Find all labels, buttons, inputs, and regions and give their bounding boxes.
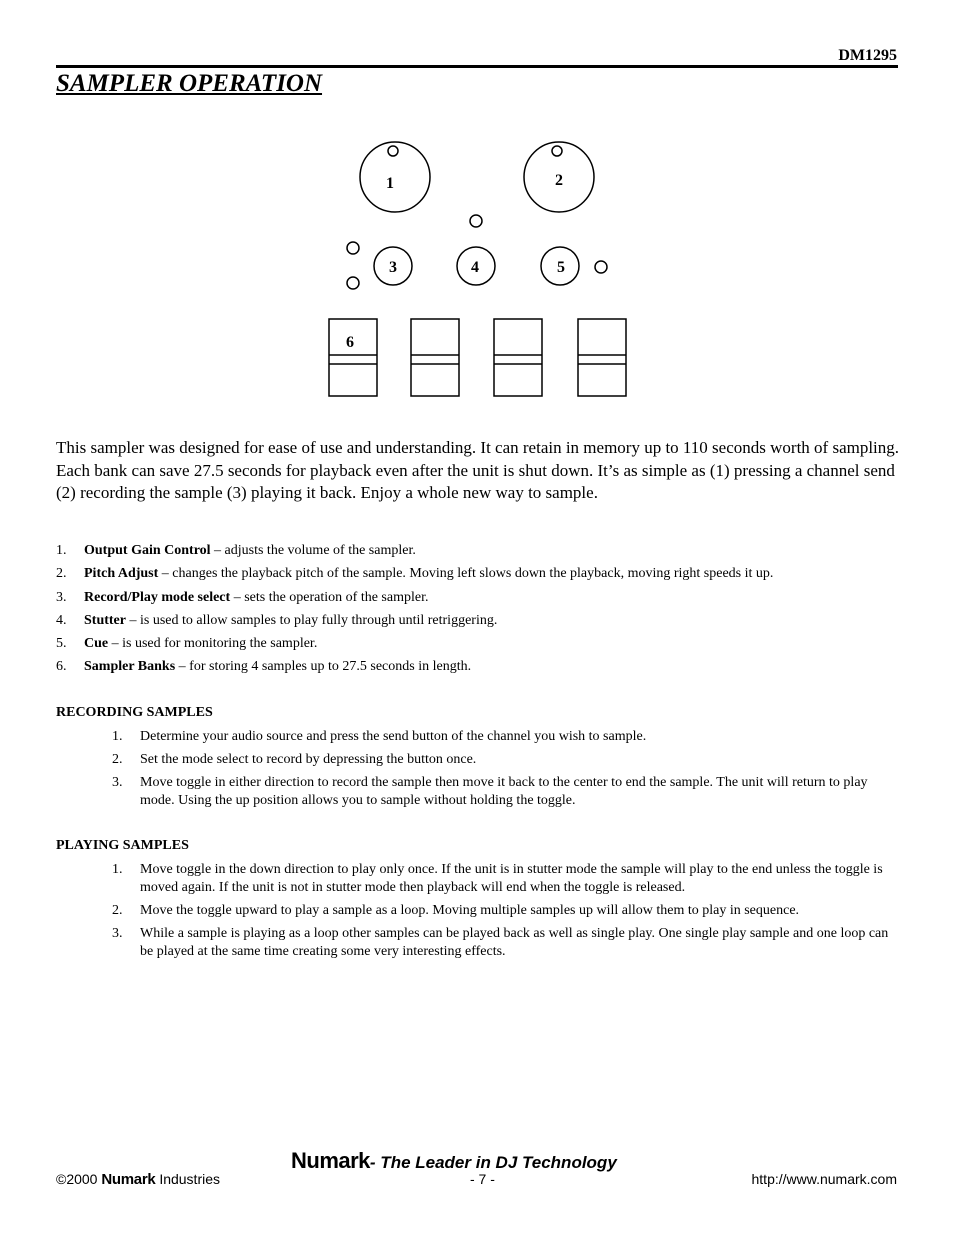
feature-desc: – is used for monitoring the sampler. [108, 636, 318, 652]
left-led-bottom [347, 277, 359, 289]
pitch-adjust-indicator [552, 146, 562, 156]
label-1: 1 [386, 175, 394, 192]
feature-desc: – sets the operation of the sampler. [230, 589, 429, 605]
footer-copyright: ©2000 Numark Industries [56, 1171, 221, 1188]
feature-desc: – for storing 4 samples up to 27.5 seconds in length. [175, 659, 472, 675]
list-item: 3. Record/Play mode select – sets the operation of the sampler. [56, 589, 429, 605]
feature-desc: – is used to allow samples to play fully through until retriggering. [126, 612, 498, 628]
feature-term: Stutter [84, 612, 126, 628]
label-2: 2 [555, 172, 563, 189]
list-item: 1. Determine your audio source and press the send button of the channel you wish to sample. [112, 729, 647, 744]
feature-term: Cue [84, 636, 109, 652]
list-item: 5. Cue – is used for monitoring the sampler. [56, 636, 318, 652]
footer-url: http://www.numark.com [751, 1171, 897, 1187]
left-led-top [347, 242, 359, 254]
feature-desc: – adjusts the volume of the sampler. [210, 543, 416, 558]
feature-term: Sampler Banks [84, 659, 176, 675]
playing-title: PLAYING SAMPLES [56, 838, 189, 853]
output-gain-knob [360, 142, 430, 212]
feature-term: Pitch Adjust [84, 566, 159, 582]
label-6: 6 [346, 334, 354, 351]
list-item: 3. While a sample is playing as a loop other samples can be played back as well as single play. One single play sample and one loop can be played at the same time creating some very interesting effects. [112, 926, 889, 959]
feature-term: Record/Play mode select [84, 589, 231, 605]
model-number: DM1295 [838, 47, 897, 64]
list-item: 3. Move toggle in either direction to record the sample then move it back to the center to end the sample. The unit will return to play mode. Using the up position allows you to sample without holding the toggle. [112, 775, 868, 808]
numark-logo: Numark [291, 1148, 370, 1173]
center-led [470, 215, 482, 227]
sampler-diagram [0, 130, 954, 410]
list-item: 1. Output Gain Control – adjusts the volume of the sampler. [56, 543, 416, 558]
list-item: 2. Set the mode select to record by depressing the button once. [112, 752, 477, 767]
recording-title: RECORDING SAMPLES [56, 705, 213, 720]
cue-led [595, 261, 607, 273]
feature-list [56, 542, 901, 682]
label-5: 5 [557, 259, 565, 276]
playing-steps [112, 861, 897, 966]
list-item: 2. Pitch Adjust – changes the playback pitch of the sample. Moving left slows down the playback, moving right speeds it up. [56, 566, 774, 582]
header-rule [56, 65, 898, 68]
feature-term: Output Gain Control [84, 543, 211, 558]
intro-paragraph: This sampler was designed for ease of use and understanding. It can retain in memory up to 110 seconds worth of sampling. Each bank can save 27.5 seconds for playback even after the unit is shut down. It’s as simple as (1) pressing a channel send (2) recording the sample (3) playing it back. Enjoy a whole new way to sample. [56, 438, 900, 502]
tagline-text: - The Leader in DJ Technology [369, 1153, 617, 1172]
sampler-bank-1 [329, 319, 377, 396]
label-4: 4 [471, 259, 479, 276]
page-number: - 7 - [470, 1171, 495, 1187]
sampler-bank-3 [494, 319, 542, 396]
sampler-bank-4 [578, 319, 626, 396]
list-item: 6. Sampler Banks – for storing 4 samples up to 27.5 seconds in length. [56, 659, 472, 675]
label-3: 3 [389, 259, 397, 276]
list-item: 2. Move the toggle upward to play a sample as a loop. Moving multiple samples up will allow them to play in sequence. [112, 903, 800, 918]
list-item: 1. Move toggle in the down direction to play only once. If the unit is in stutter mode the sample will play to the end unless the toggle is moved again. If the unit is not in stutter mode then playback will end when the toggle is released. [112, 862, 883, 895]
feature-desc: – changes the playback pitch of the sample. Moving left slows down the playback, moving right speeds it up. [158, 566, 774, 582]
numark-logo-small: Numark [101, 1171, 156, 1188]
footer-tagline [291, 1148, 617, 1174]
recording-steps [112, 728, 897, 815]
output-gain-indicator [388, 146, 398, 156]
sampler-bank-2 [411, 319, 459, 396]
page-title: SAMPLER OPERATION [56, 70, 323, 97]
list-item: 4. Stutter – is used to allow samples to play fully through until retriggering. [56, 612, 498, 628]
